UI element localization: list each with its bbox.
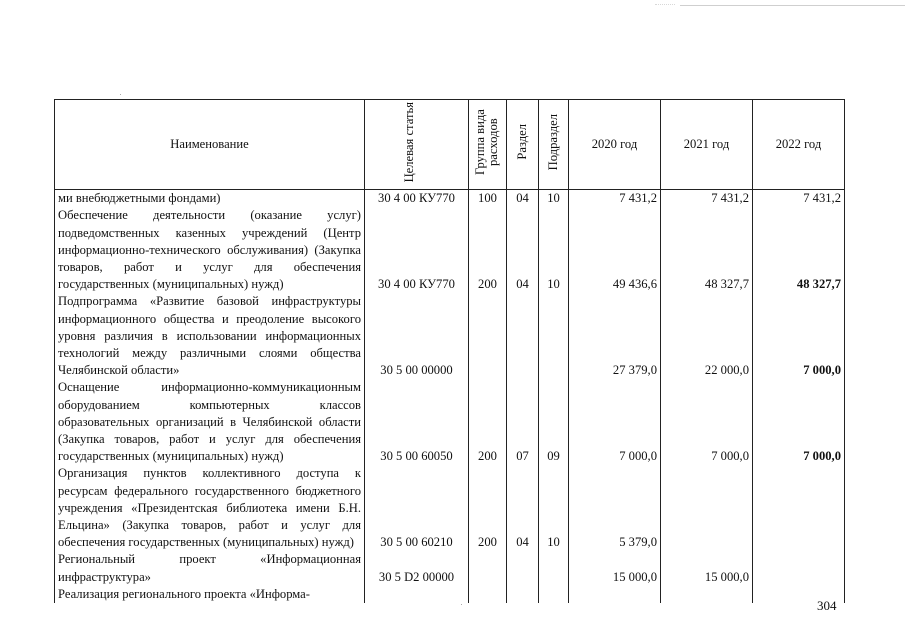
row-group: 200 <box>469 207 507 293</box>
scan-artifact-line <box>680 5 905 6</box>
page-number: 304 <box>817 598 837 613</box>
header-2022: 2022 год <box>753 100 845 190</box>
row-code: 30 5 00 00000 <box>365 293 469 379</box>
row-name: Региональный проект «Информационная инфраструктура» <box>55 551 365 585</box>
row-group <box>469 586 507 603</box>
row-code: 30 4 00 КУ770 <box>365 190 469 208</box>
row-subsection <box>539 586 569 603</box>
row-group <box>469 293 507 379</box>
row-2022: 7 000,0 <box>753 379 845 465</box>
row-2020: 49 436,6 <box>569 207 661 293</box>
row-subsection <box>539 293 569 379</box>
row-name: Реализация регионального проекта «Информа- <box>55 586 365 603</box>
row-name: ми внебюджетными фондами) <box>55 190 365 208</box>
header-section: Раздел <box>507 100 539 190</box>
row-2021 <box>661 586 753 603</box>
table-row <box>55 586 845 603</box>
row-2020: 5 379,0 <box>569 465 661 551</box>
row-2021: 48 327,7 <box>661 207 753 293</box>
row-section: 04 <box>507 465 539 551</box>
row-2021 <box>661 465 753 551</box>
row-2022: 7 000,0 <box>753 293 845 379</box>
row-2021: 22 000,0 <box>661 293 753 379</box>
budget-table <box>54 99 845 603</box>
row-subsection: 10 <box>539 465 569 551</box>
row-name: Организация пунктов коллективного доступа к ресурсам федерального государственного бюджетного учреждения «Президентская библиотека имени Б.Н. Ельцина» (Закупка товаров, работ и услуг для обеспечения государственных (муниципальных) нужд) <box>55 465 365 551</box>
header-subsection: Подраздел <box>539 100 569 190</box>
row-code <box>365 586 469 603</box>
row-name: Обеспечение деятельности (оказание услуг) подведомственных казенных учреждений (Центр информационно-технического обслуживания) (Закупка товаров, работ и услуг для обеспечения государственных (муниципальных) нужд) <box>55 207 365 293</box>
row-section: 04 <box>507 190 539 208</box>
row-section <box>507 586 539 603</box>
row-name: Подпрограмма «Развитие базовой инфраструктуры информационного общества и преодоление высокого уровня различия в использовании информационных технологий между различными слоями общества Челябинской области» <box>55 293 365 379</box>
row-group: 200 <box>469 379 507 465</box>
row-subsection: 10 <box>539 207 569 293</box>
row-subsection: 09 <box>539 379 569 465</box>
table-row <box>55 190 845 208</box>
row-2020: 7 000,0 <box>569 379 661 465</box>
row-section: 04 <box>507 207 539 293</box>
row-2020 <box>569 586 661 603</box>
row-2022: 48 327,7 <box>753 207 845 293</box>
scan-speck <box>461 604 462 605</box>
row-code: 30 5 00 60210 <box>365 465 469 551</box>
header-2020: 2020 год <box>569 100 661 190</box>
scan-artifact-dots <box>655 4 675 5</box>
row-2022 <box>753 551 845 585</box>
row-section: 07 <box>507 379 539 465</box>
header-name: Наименование <box>55 100 365 190</box>
row-group: 200 <box>469 465 507 551</box>
row-2020: 7 431,2 <box>569 190 661 208</box>
table-row <box>55 465 845 551</box>
row-group: 100 <box>469 190 507 208</box>
row-group <box>469 551 507 585</box>
row-subsection: 10 <box>539 190 569 208</box>
row-code: 30 5 D2 00000 <box>365 551 469 585</box>
header-code: Целевая статья <box>365 100 469 190</box>
row-2021: 7 431,2 <box>661 190 753 208</box>
table-row <box>55 293 845 379</box>
row-code: 30 4 00 КУ770 <box>365 207 469 293</box>
row-2021: 7 000,0 <box>661 379 753 465</box>
table-row <box>55 207 845 293</box>
table-header-row <box>55 100 845 190</box>
row-name: Оснащение информационно-коммуникационным оборудованием компьютерных классов образовательных организаций в Челябинской области (Закупка товаров, работ и услуг для обеспечения государственных (муниципальных) нужд) <box>55 379 365 465</box>
row-code: 30 5 00 60050 <box>365 379 469 465</box>
row-section <box>507 293 539 379</box>
row-subsection <box>539 551 569 585</box>
row-2020: 15 000,0 <box>569 551 661 585</box>
table-row <box>55 551 845 585</box>
row-2022 <box>753 465 845 551</box>
header-2021: 2021 год <box>661 100 753 190</box>
row-2022: 7 431,2 <box>753 190 845 208</box>
row-2021: 15 000,0 <box>661 551 753 585</box>
table-row <box>55 379 845 465</box>
row-2020: 27 379,0 <box>569 293 661 379</box>
header-group: Группа вида расходов <box>469 100 507 190</box>
scan-speck <box>120 94 121 95</box>
row-section <box>507 551 539 585</box>
